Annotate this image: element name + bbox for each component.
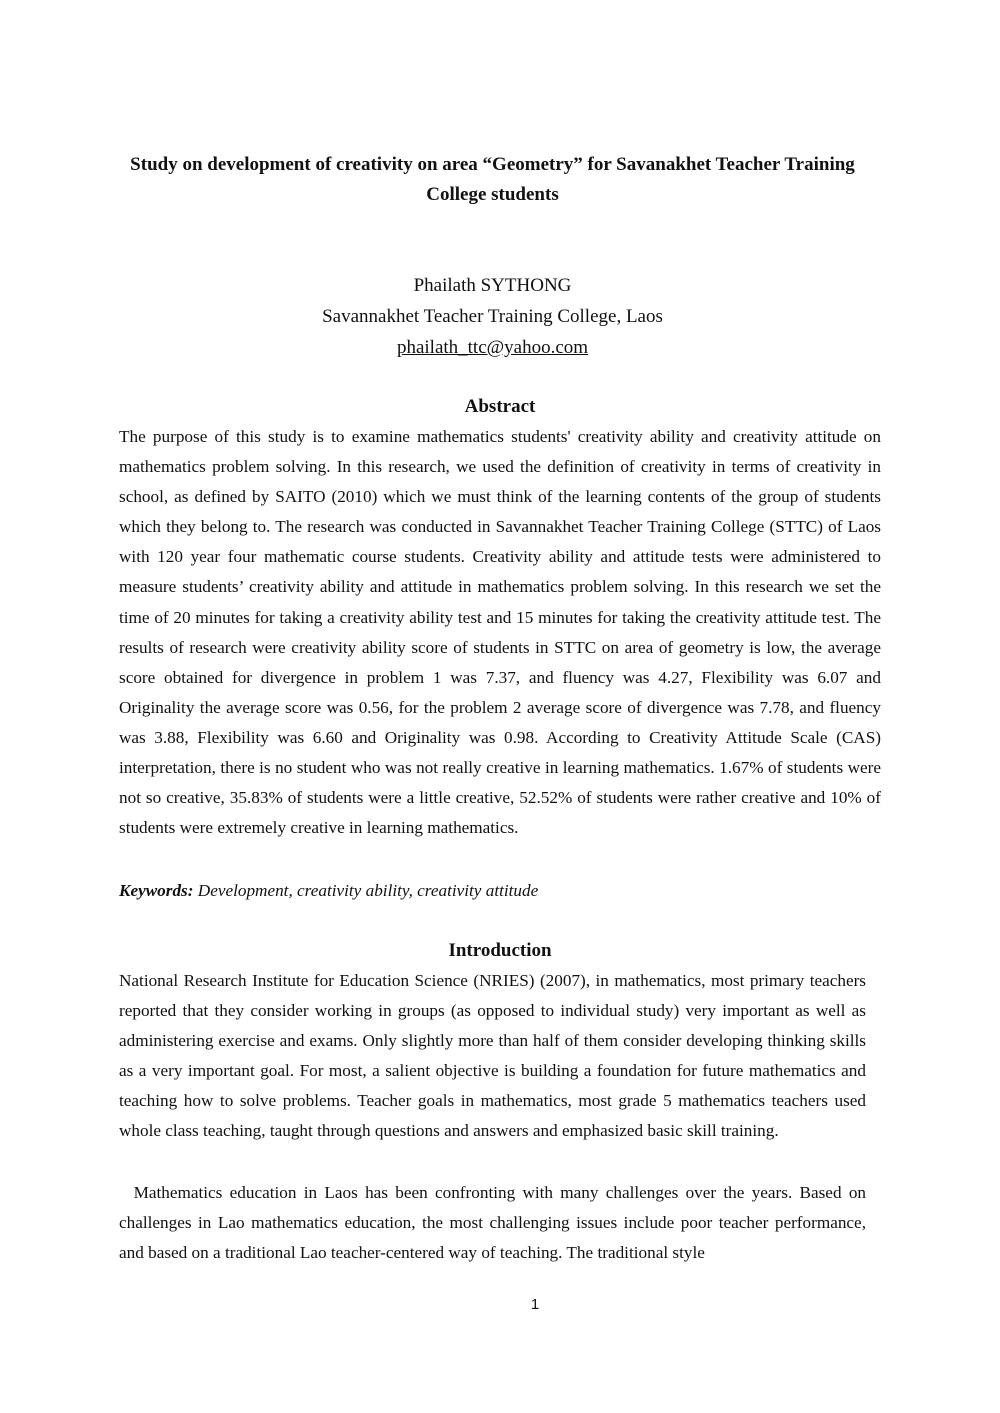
- author-affiliation: Savannakhet Teacher Training College, Laos: [322, 306, 663, 327]
- paper-title: Study on development of creativity on area “Geometry” for Savanakhet Teacher Training College students: [130, 154, 855, 205]
- author-name: Phailath SYTHONG: [413, 275, 572, 296]
- introduction-heading: Introduction: [448, 940, 552, 961]
- author-email-link[interactable]: phailath_ttc@yahoo.com: [396, 337, 589, 358]
- abstract-text: The purpose of this study is to examine mathematics students' creativity ability and creativity attitude on mathematics problem solving. In this research, we used the definition of creativity in terms of creativity in school, as defined by SAITO (2010) which we must think of the learning contents of the group of students which they belong to. The research was conducted in Savannakhet Teacher Training College (STTC) of Laos with 120 year four mathematic course students. Creativity ability and attitude tests were administered to measure students’ creativity ability and attitude in mathematics problem solving. In this research we set the time of 20 minutes for taking a creativity ability test and 15 minutes for taking the creativity attitude test. The results of research were creativity ability score of students in STTC on area of geometry is low, the average score obtained for divergence in problem 1 was 7.37, and fluency was 4.27, Flexibility was 6.07 and Originality the average score was 0.56, for the problem 2 average score of divergence was 7.78, and fluency was 3.88, Flexibility was 6.60 and Originality was 0.98. According to Creativity Attitude Scale (CAS) interpretation, there is no student who was not really creative in learning mathematics. 1.67% of students were not so creative, 35.83% of students were a little creative, 52.52% of students were rather creative and 10% of students were extremely creative in learning mathematics.: [119, 427, 881, 838]
- keywords-text: Development, creativity ability, creativity attitude: [193, 881, 539, 900]
- keywords-line: [119, 876, 881, 906]
- page-number: 1: [530, 1296, 540, 1313]
- introduction-paragraph-1: National Research Institute for Education Science (NRIES) (2007), in mathematics, most primary teachers reported that they consider working in groups (as opposed to individual study) very important as well as administering exercise and exams. Only slightly more than half of them consider developing thinking skills as a very important goal. For most, a salient objective is building a foundation for future mathematics and teaching how to solve problems. Teacher goals in mathematics, most grade 5 mathematics teachers used whole class teaching, taught through questions and answers and emphasized basic skill training.: [119, 971, 866, 1141]
- keywords-label: Keywords:: [119, 881, 194, 900]
- abstract-heading: Abstract: [464, 396, 536, 417]
- author-block: [190, 270, 795, 363]
- introduction-paragraph-2: Mathematics education in Laos has been confronting with many challenges over the years. Based on challenges in Lao mathematics education, the most challenging issues include poor teacher performance, and based on a traditional Lao teacher-centered way of teaching. The traditional style: [119, 1183, 871, 1263]
